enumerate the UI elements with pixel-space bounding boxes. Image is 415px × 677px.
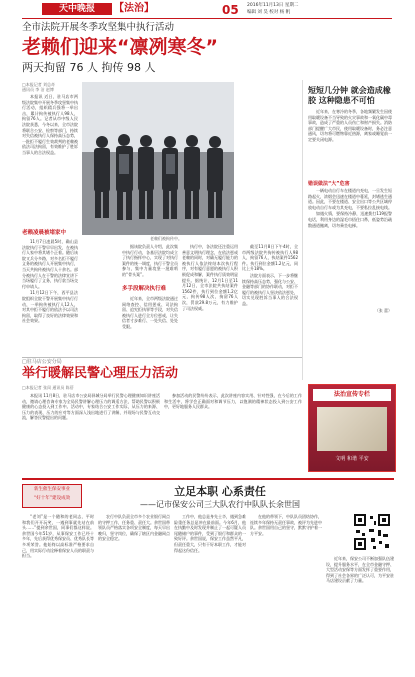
- bottom-left-badge: [22, 484, 82, 508]
- psych-kicker: □驻马店公安分局: [22, 359, 62, 365]
- sidebar-body: [308, 109, 392, 179]
- ad-image: [317, 407, 387, 451]
- ad-title: 法治宣传专栏: [313, 389, 391, 401]
- section-title-1: 老赖凌晨被堵家中: [22, 230, 67, 236]
- sidebar-divider: [302, 80, 303, 380]
- psych-byline: □本报记者 张闵 通讯员 陈蓓: [22, 385, 74, 390]
- feature-kicker: 全市法院开展冬季攻坚集中执行活动: [22, 22, 175, 33]
- column-d-paragraph: 截至11月8日下午4时，全市两级法院共拘传被执行人98人，拘留76人，执结案件1562件。执行到位金额1.2亿元，同比上升18%。: [242, 244, 298, 272]
- bottom-col-3-paragraph: 工作中，他总是身先士卒，遇到急难险重任务总是冲在最前面。今年6月，他在执勤中及时发现并制止了一起可疑人员尾随储户的事件，受到了银行和群众的一致好评。余世国说，保安工作虽然平凡，但责任重大，只有干好本职工作，才能对得起这份信任。: [174, 514, 246, 553]
- column-b-paragraph: 据该院负责人介绍，此次集中执行行动，各基层法院均成立了执行指挥中心，实现了对执行案件的统一调度，执行干警全员参与，集中力量攻坚一批难啃的“骨头案”。: [122, 244, 178, 277]
- psych-paragraph-2: 参加活动的民警纷纷表示，此次讲座内容实用、针对性强，在今后的工作和生活中，将学会正确面对和调节压力，以饱满的精神状态投入到公安工作中，更好地服务人民群众。: [164, 393, 302, 410]
- masthead-date: 2016年11月13日 星期二: [247, 3, 299, 8]
- psych-body-2: [164, 393, 302, 473]
- bottom-rule: [22, 478, 394, 480]
- sidebar-subtitle: 错误做法“大”危害: [308, 181, 350, 187]
- sidebar-title: 短短几分钟 就会造成橡胶 这种隐患不可怕: [308, 86, 391, 105]
- badge-line-1: 新生催生保安事业: [34, 487, 70, 492]
- masthead-staff: 编辑 刘 昊 校对 杨 帆: [247, 10, 291, 15]
- column-b-body: [122, 244, 178, 284]
- badge-line-2: “好十年”建设成效: [33, 496, 71, 501]
- column-c-body: [182, 244, 238, 352]
- column-d-paragraph-2: 法院方面表示，下一步将继续保持高压态势，强化与公安、金融等部门的协作联动，对拒不履行的被执行人坚决依法惩处，切实兑现胜诉当事人的合法权益。: [242, 272, 298, 306]
- bottom-col-2: [98, 514, 170, 664]
- section-1-body: [22, 239, 78, 351]
- section-2-body: [122, 296, 178, 352]
- bottom-feature-subtitle: ——记市保安公司三大队农行中队队长余世国: [140, 500, 300, 509]
- feature-subhead: 两天拘留 76 人 拘传 98 人: [22, 61, 156, 74]
- photo-caption: 老赖们被拘传中。: [150, 236, 182, 241]
- lead-paragraph: 本报讯 近日，驻马店市两级法院集中开展冬季攻坚集中执行活动，组织精兵强将一举出击，累计拘传被执行人98人，拘留76人。记者从市中级人民法院获悉，今冬以来，全市法院将联合公安、检察等部门，持续对失信被执行人保持高压态势，一批拒不履行生效裁判的老赖被依法司法拘留，有效维护了胜诉当事人的合法权益。: [22, 94, 78, 155]
- section-2-paragraph: 近年来，全市两级法院通过网络查控、信用惩戒、司法拘留、追究拒执罪等手段，对失信被执行人进行全方位惩戒，让失信者寸步难行、一处失信、处处受限。: [122, 296, 178, 329]
- column-d-body: [242, 244, 298, 352]
- bottom-col-4-paragraph: 在他的带领下，中队队员团结协作，连续多年保持无责任事故，被评为先进中队。余世国用自己的坚守，默默守护着一方平安。: [250, 514, 322, 536]
- feature-photo: [82, 82, 234, 235]
- ad-caption: 文明 和谐 平安: [335, 456, 369, 462]
- section-1-paragraph: 11月7日凌晨5时，确山县法院执行干警早早出发，在被执行人家中将其堵个正着。随后该院又兵分多路，对多名拒不履行义务的被执行人开展集中执行，当天共拘传被执行人十余名。部分被执行人在干警的法律宣讲下当场履行了义务，执行款当场交付申请人。: [22, 239, 78, 289]
- byline-reporter: □本报记者 刘总奇: [22, 82, 56, 87]
- section-1-paragraph-2: 11月12日下午，西平县法院组织全院干警开展集中执行行动，一举拘传被执行人12人，对其中拒不履行的依法予以司法拘留，取得了良好的法律效果和社会效果。: [22, 290, 78, 324]
- page-number: 05: [222, 3, 239, 17]
- bottom-side-text: [326, 556, 394, 664]
- column-c-paragraph: 执行中，各法院还注重运用善意文明执行理念，在依法惩戒老赖的同时，对确无履行能力的被执行人依法终结本次执行程序，对有履行意愿的被执行人积极促成和解，案件执行质效明显提升。据统计，12月1日至11月12日，全市法院共执结案件1562件，执行到位金额1.2亿元，拘传98人次，拘留76人次，罚款29.8万元，有力维护了司法权威。: [182, 244, 238, 311]
- byline-correspondent: 通讯员 李 洁 赵博: [22, 87, 54, 92]
- bottom-feature-title: 立足本职 心系责任: [174, 485, 266, 498]
- sidebar: [308, 86, 392, 380]
- bottom-col-3: [174, 514, 246, 664]
- bottom-col-1-paragraph: “老刘”是一个随和的老同志，平时和我们开开玩笑，一遇到事就先站在前头……”提到余世国，同事们都这样说。余世国今年51岁，从事保安工作已经十多年，先后获得优秀保安员、优秀队长等多项荣誉。他始终以高标准严格要求自己，用实际行动诠释着保安人员的职责与担当。: [22, 514, 94, 559]
- bottom-col-4: [250, 514, 322, 664]
- masthead-logo: 天中晚报: [42, 3, 112, 15]
- section-title-2: 多手段解决执行难: [122, 286, 167, 292]
- psych-headline: 举行暖解民警心理压力活动: [22, 366, 179, 381]
- bottom-col-1: [22, 514, 94, 664]
- psych-top-rule: [22, 357, 302, 358]
- ad-box: [308, 384, 396, 472]
- bottom-col-2-paragraph: 农行中队负责全市多个农业银行网点的守押工作，任务重、责任大。余世国带领队员严格落实各项安全制度，每天早出晚归，坚守岗位，确保了辖区内金融网点的安全稳定。: [98, 514, 170, 542]
- qr-code-icon: [352, 512, 392, 552]
- bottom-side-paragraph: 近年来，保安公司不断加强队伍建设，提升服务水平，在全市金融守押、大型活动安保等方面发挥了重要作用，得到了社会各界的广泛认可，为平安驻马店建设贡献了力量。: [326, 556, 394, 584]
- feature-lead: [22, 94, 78, 226]
- psych-paragraph: 本报讯 11月8日，驻马店市公安局驿城分局举行民警心理健康知识讲座活动，邀请心理咨询专家为全局民警讲解心理压力的调适方法，帮助民警以积极健康的心态投入到工作中。活动中，专家结合公安工作实际，从压力的来源、压力的表现、压力的应对等方面深入浅出地进行了讲解，并现场与民警互动交流，解答民警提出的问题。: [22, 393, 160, 421]
- sidebar-paragraph: 近年来，在寒冷的冬季，各地频繁发生因使用取暖设备不当导致的火灾事故和一氧化碳中毒事故，造成了严重的人员伤亡和财产损失。消防部门提醒广大市民，使用取暖设备时，务必注意通风，切勿将可燃物靠近热源，离家或睡觉前一定要关闭电源。: [308, 109, 392, 142]
- psych-body-1: [22, 393, 160, 473]
- photo-people-illustration: [82, 82, 234, 235]
- sidebar-subparagraph: 一辆电动自行车在楼道内充电，一旦发生短路起火，浓烟会迅速在楼道中蔓延，封堵逃生通道。因此，不要在楼道、安全出口等公共区域停放电动自行车或为其充电，不要私拉乱接电线。: [308, 188, 392, 210]
- sidebar-byline: （张 蕾）: [374, 308, 392, 313]
- sidebar-subparagraph-2: 如遇火情，要保持冷静，迅速拨打119报警电话，利用身边的湿毛巾捂住口鼻，低姿势沿疏散通道撤离，切勿乘坐电梯。: [308, 211, 392, 228]
- section-label: 【法治】: [114, 3, 154, 14]
- masthead-rule: [22, 18, 392, 19]
- byline-block: [22, 82, 78, 92]
- feature-headline: 老赖们迎来“凛冽寒冬”: [22, 36, 218, 58]
- masthead: [0, 0, 415, 20]
- sidebar-subbody: [308, 188, 392, 308]
